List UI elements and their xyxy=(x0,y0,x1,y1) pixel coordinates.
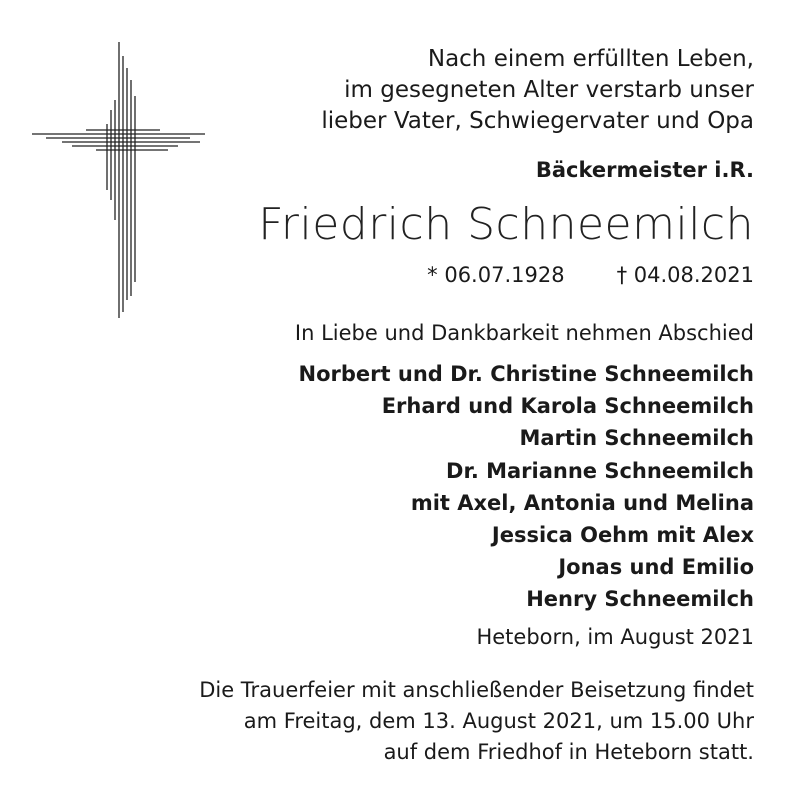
cross-icon xyxy=(0,0,220,330)
mourner-line: mit Axel, Antonia und Melina xyxy=(410,490,754,515)
service-line: am Freitag, dem 13. August 2021, um 15.00 Uhr xyxy=(243,709,754,733)
place-date: Heteborn, im August 2021 xyxy=(476,625,754,649)
service-line: auf dem Friedhof in Heteborn statt. xyxy=(383,740,754,764)
intro-line: lieber Vater, Schwiegervater und Opa xyxy=(321,108,754,134)
mourner-line: Martin Schneemilch xyxy=(519,426,754,451)
profession-title: Bäckermeister i.R. xyxy=(535,158,754,182)
intro-line: im gesegneten Alter verstarb unser xyxy=(344,77,754,103)
death-date: † 04.08.2021 xyxy=(616,263,754,287)
mourner-line: Jessica Oehm mit Alex xyxy=(491,523,754,548)
mourner-line: Dr. Marianne Schneemilch xyxy=(446,458,754,483)
mourners-list xyxy=(299,358,754,616)
deceased-name: Friedrich Schneemilch xyxy=(258,199,754,250)
service-info xyxy=(199,675,754,768)
intro-line: Nach einem erfüllten Leben, xyxy=(427,46,754,72)
intro-text xyxy=(321,44,754,137)
mourner-line: Erhard und Karola Schneemilch xyxy=(381,394,754,419)
farewell-text: In Liebe und Dankbarkeit nehmen Abschied xyxy=(294,321,754,345)
life-dates xyxy=(427,263,754,287)
birth-date: * 06.07.1928 xyxy=(427,263,565,287)
mourner-line: Norbert und Dr. Christine Schneemilch xyxy=(298,362,754,386)
mourner-line: Henry Schneemilch xyxy=(526,587,754,612)
mourner-line: Jonas und Emilio xyxy=(558,555,754,580)
service-line: Die Trauerfeier mit anschließender Beisetzung findet xyxy=(199,678,754,702)
